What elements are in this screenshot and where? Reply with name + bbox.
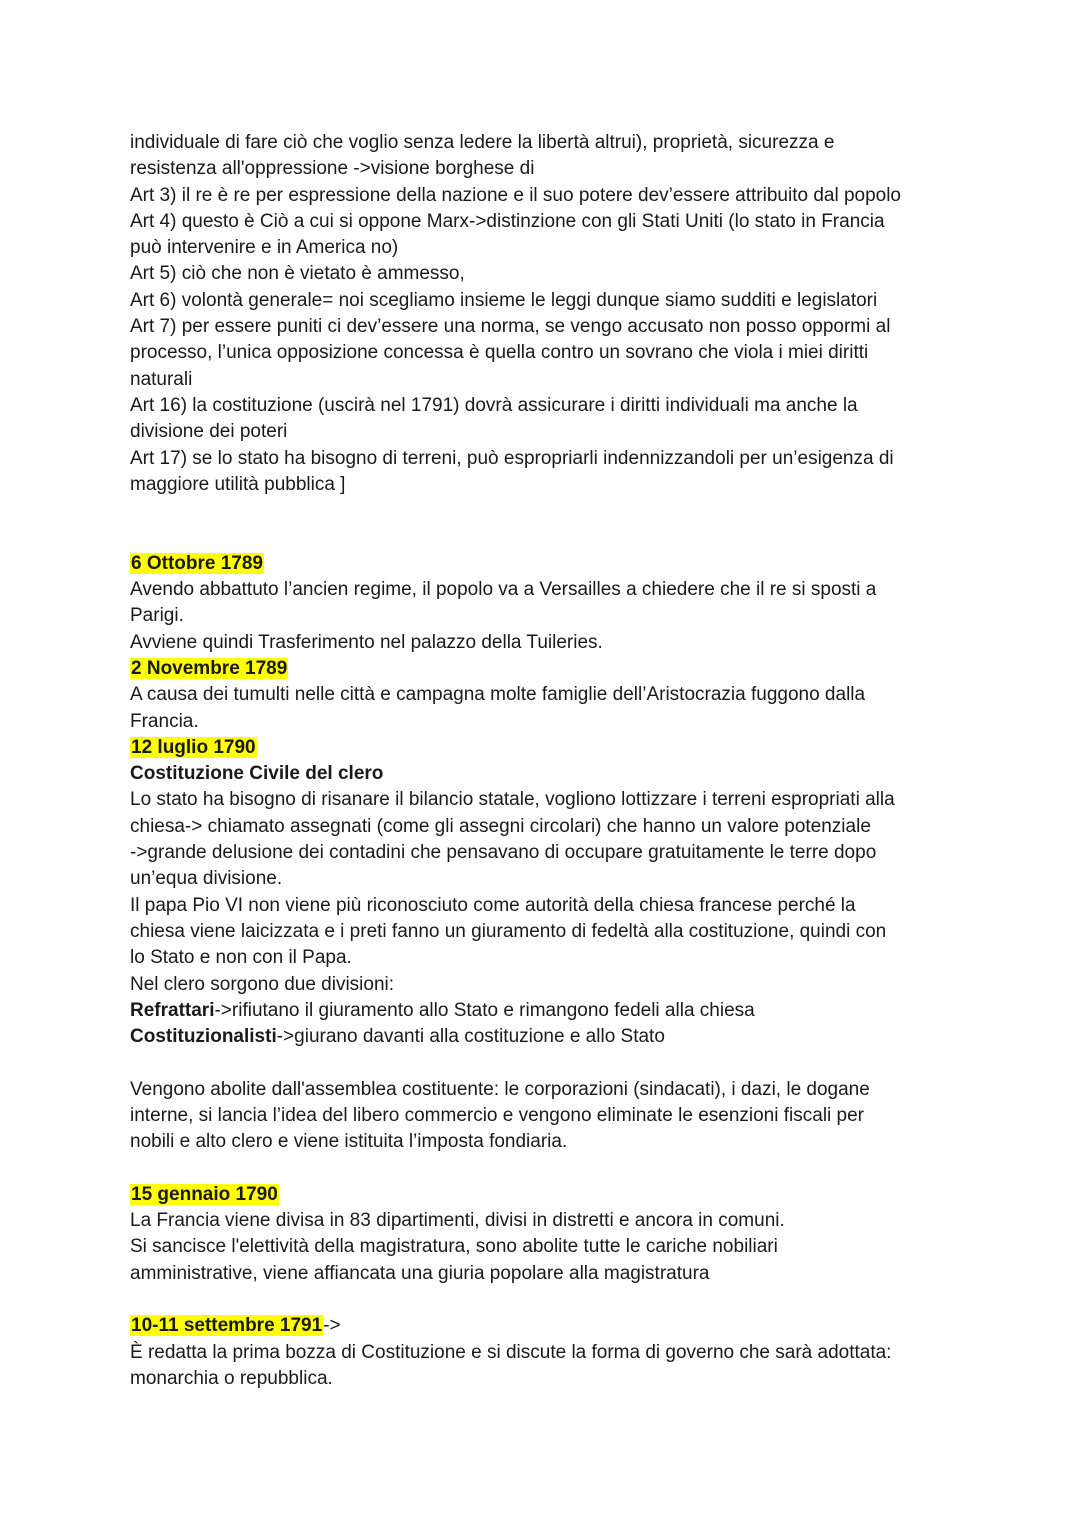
- article-5: Art 5) ciò che non è vietato è ammesso,: [130, 263, 465, 285]
- text-line: È redatta la prima bozza di Costituzione e si discute la forma di governo che sarà adottata:: [130, 1341, 892, 1363]
- text-line: un’equa divisione.: [130, 868, 283, 890]
- text-line: Vengono abolite dall'assemblea costituente: le corporazioni (sindacati), i dazi, le dogane: [130, 1078, 870, 1100]
- section-jul-1790: [130, 735, 960, 1156]
- definition-text: ->giurano davanti alla costituzione e allo Stato: [276, 1026, 665, 1048]
- section-title: [130, 761, 960, 787]
- text-line: nobili e alto clero e viene istituita l’imposta fondiaria.: [130, 1131, 568, 1153]
- text-line: maggiore utilità pubblica ]: [130, 473, 346, 495]
- section-oct-1789: [130, 551, 960, 656]
- date-highlight: 15 gennaio 1790: [131, 1183, 278, 1205]
- text-line: chiesa-> chiamato assegnati (come gli assegni circolari) che hanno un valore potenziale: [130, 815, 871, 837]
- article-6: Art 6) volontà generale= noi scegliamo insieme le leggi dunque siamo sudditi e legislatori: [130, 289, 878, 311]
- articles-section: [130, 130, 960, 498]
- term-refrattari: Refrattari: [130, 999, 215, 1021]
- text-line: ->grande delusione dei contadini che pensavano di occupare gratuitamente le terre dopo: [130, 842, 877, 864]
- article-16: Art 16) la costituzione (uscirà nel 1791) dovrà assicurare i diritti individuali ma anche la: [130, 394, 858, 416]
- text-line: chiesa viene laicizzata e i preti fanno un giuramento di fedeltà alla costituzione, quindi con: [130, 920, 887, 942]
- text-line: divisione dei poteri: [130, 421, 288, 443]
- definition-refrattari: [130, 998, 960, 1024]
- article-7: Art 7) per essere puniti ci dev’essere una norma, se vengo accusato non posso oppormi al: [130, 316, 891, 338]
- article-3: Art 3) il re è re per espressione della nazione e il suo potere dev’essere attribuito dal popolo: [130, 184, 902, 206]
- text-line: Francia.: [130, 710, 199, 732]
- text-line: Il papa Pio VI non viene più riconosciuto come autorità della chiesa francese perché la: [130, 894, 856, 916]
- text-line: resistenza all'oppressione ->visione borghese di: [130, 158, 535, 180]
- document-page: [130, 130, 960, 1392]
- date-highlight: 2 Novembre 1789: [131, 657, 288, 679]
- text-line: amministrative, viene affiancata una giuria popolare alla magistratura: [130, 1262, 710, 1284]
- text-line: Parigi.: [130, 605, 184, 627]
- term-costituzionalisti: Costituzionalisti: [130, 1026, 277, 1048]
- text-line: Nel clero sorgono due divisioni:: [130, 973, 395, 995]
- text-line: monarchia o repubblica.: [130, 1367, 333, 1389]
- text-line: La Francia viene divisa in 83 dipartimenti, divisi in distretti e ancora in comuni.: [130, 1210, 785, 1232]
- section-title-text: Costituzione Civile del clero: [130, 763, 384, 785]
- text-line: interne, si lancia l’idea del libero commercio e vengono eliminate le esenzioni fiscali per: [130, 1104, 864, 1126]
- date-highlight: 12 luglio 1790: [131, 736, 256, 758]
- text-line: individuale di fare ciò che voglio senza ledere la libertà altrui), proprietà, sicurezza e: [130, 132, 835, 153]
- date-highlight: 6 Ottobre 1789: [131, 552, 263, 574]
- article-4: Art 4) questo è Ciò a cui si oppone Marx->distinzione con gli Stati Uniti (lo stato in Francia: [130, 210, 885, 232]
- date-highlight: 10-11 settembre 1791: [131, 1315, 323, 1337]
- text-line: naturali: [130, 368, 193, 390]
- section-nov-1789: [130, 656, 960, 735]
- text-line: Lo stato ha bisogno di risanare il bilancio statale, vogliono lottizzare i terreni espropriati alla: [130, 789, 895, 811]
- text-line: processo, l’unica opposizione concessa è quella contro un sovrano che viola i miei diritti: [130, 342, 869, 364]
- article-17: Art 17) se lo stato ha bisogno di terreni, può espropriarli indennizzandoli per un’esigenza di: [130, 447, 894, 469]
- text-line: Avendo abbattuto l’ancien regime, il popolo va a Versailles a chiedere che il re si sposti a: [130, 579, 877, 601]
- arrow-text: ->: [323, 1315, 341, 1337]
- date-heading: [130, 1182, 960, 1208]
- date-heading: [130, 1313, 960, 1339]
- text-line: A causa dei tumulti nelle città e campagna molte famiglie dell’Aristocrazia fuggono dalla: [130, 684, 866, 706]
- date-heading: [130, 551, 960, 577]
- definition-text: ->rifiutano il giuramento allo Stato e rimangono fedeli alla chiesa: [214, 999, 755, 1021]
- date-heading: [130, 735, 960, 761]
- text-line: lo Stato e non con il Papa.: [130, 947, 352, 969]
- section-sep-1791: [130, 1313, 960, 1392]
- text-line: Si sancisce l'elettività della magistratura, sono abolite tutte le cariche nobiliari: [130, 1236, 778, 1258]
- date-heading: [130, 656, 960, 682]
- definition-costituzionalisti: [130, 1024, 960, 1050]
- text-line: Avviene quindi Trasferimento nel palazzo della Tuileries.: [130, 631, 603, 653]
- section-jan-1790: [130, 1182, 960, 1287]
- text-line: può intervenire e in America no): [130, 237, 399, 259]
